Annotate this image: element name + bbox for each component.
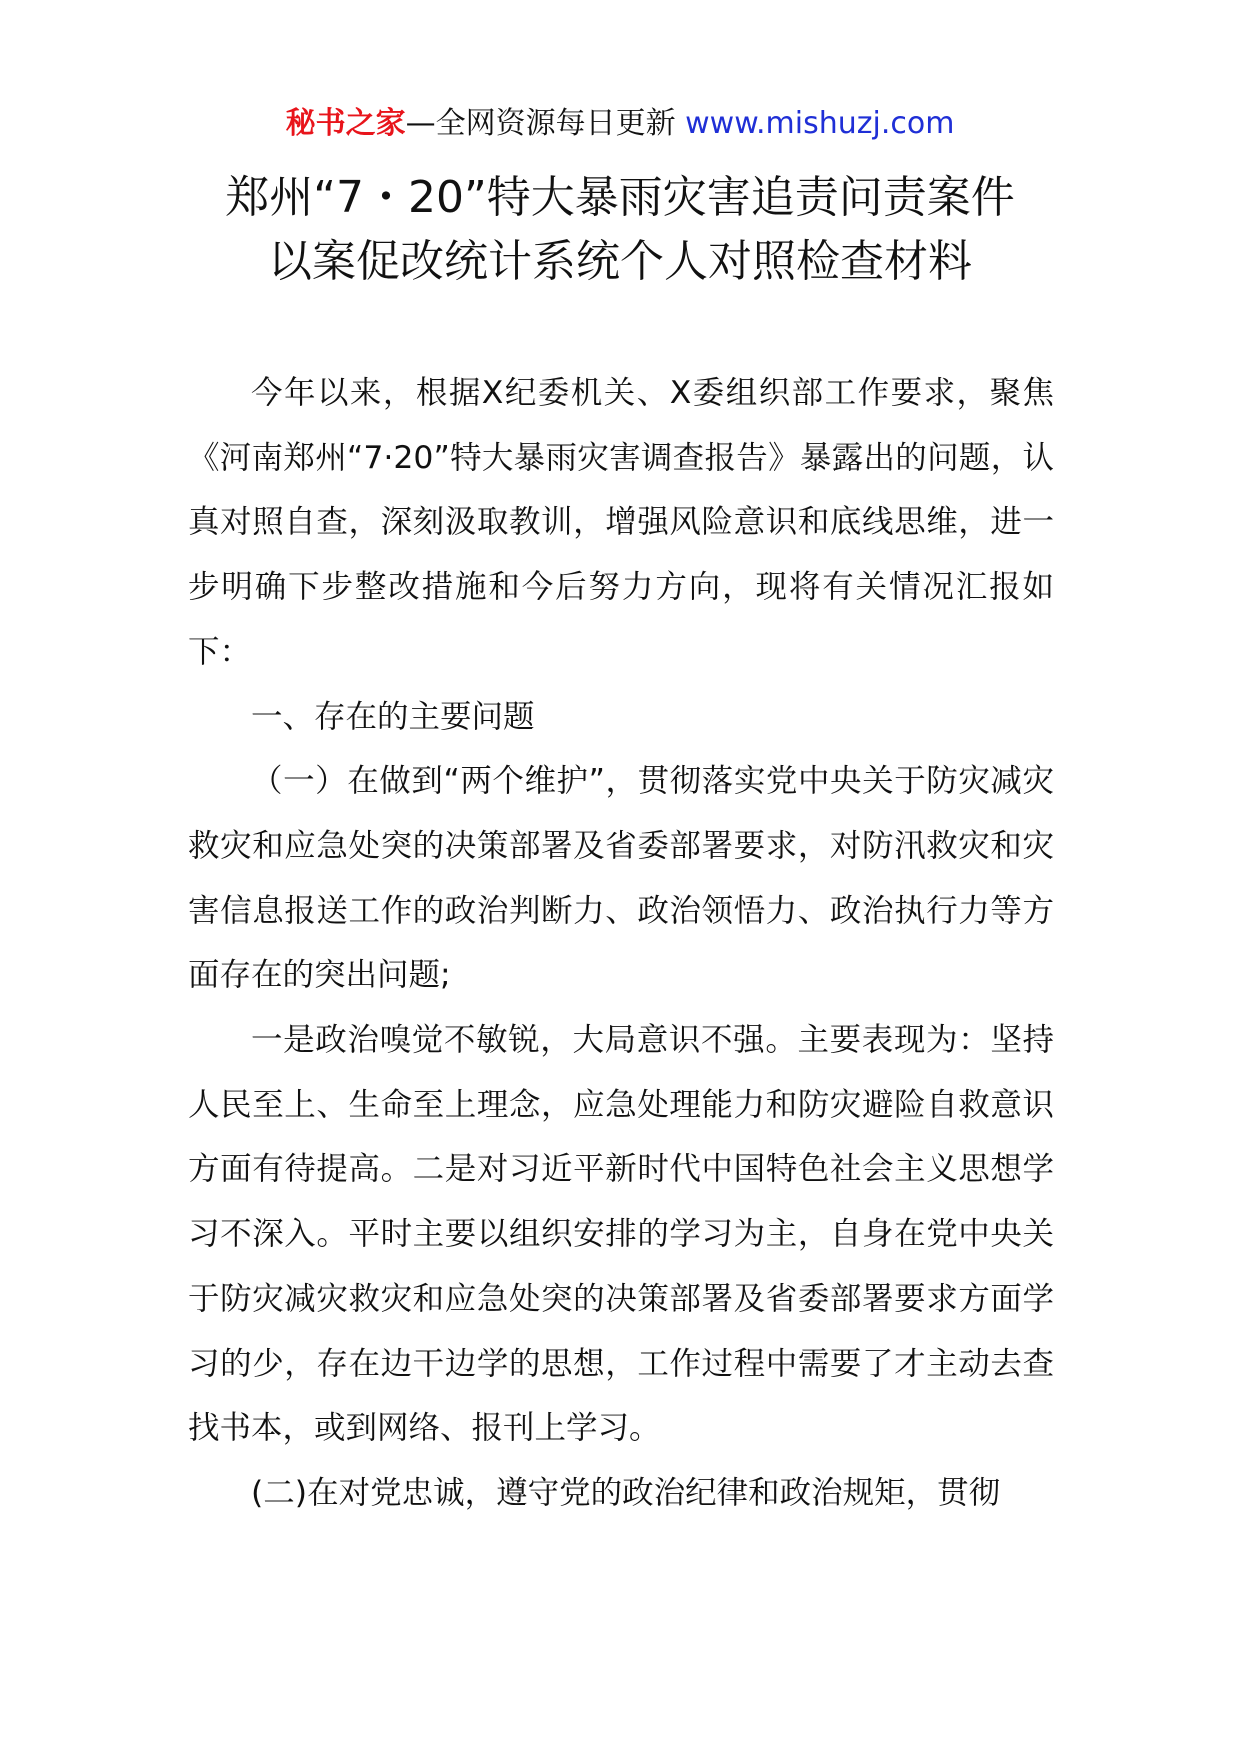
site-url-link[interactable]: www.mishuzj.com xyxy=(685,106,955,141)
body-paragraph: 一是政治嗅觉不敏锐，大局意识不强。主要表现为：坚持人民至上、生命至上理念，应急处理能力和防灾避险自救意识方面有待提高。二是对习近平新时代中国特色社会主义思想学习不深入。平时主要以组织安排的学习为主，自身在党中央关于防灾减灾救灾和应急处突的决策部署及省委部署要求方面学习的少，存在边干边学的思想，工作过程中需要了才主动去查找书本，或到网络、报刊上学习。 xyxy=(188,1022,1054,1447)
title-line-1: 郑州“7・20”特大暴雨灾害追责问责案件 xyxy=(225,172,1015,223)
section-heading: 一、存在的主要问题 xyxy=(251,698,535,735)
document-title xyxy=(0,166,1240,294)
subsection-heading-2: (二)在对党忠诚，遵守党的政治纪律和政治规矩，贯彻 xyxy=(251,1474,1001,1511)
intro-paragraph: 今年以来，根据X纪委机关、X委组织部工作要求，聚焦《河南郑州“7·20”特大暴雨灾害调查报告》暴露出的问题，认真对照自查，深刻汲取教训，增强风险意识和底线思维，进一步明确下步整改措施和今后努力方向，现将有关情况汇报如下： xyxy=(188,375,1054,670)
site-brand: 秘书之家 xyxy=(285,106,406,141)
subsection-heading-1: （一）在做到“两个维护”，贯彻落实党中央关于防灾减灾救灾和应急处突的决策部署及省委部署要求，对防汛救灾和灾害信息报送工作的政治判断力、政治领悟力、政治执行力等方面存在的突出问题; xyxy=(188,763,1054,994)
site-header xyxy=(0,104,1240,144)
document-body xyxy=(188,361,1054,1526)
site-slogan: —全网资源每日更新 xyxy=(405,106,676,141)
title-line-2: 以案促改统计系统个人对照检查材料 xyxy=(268,236,972,287)
